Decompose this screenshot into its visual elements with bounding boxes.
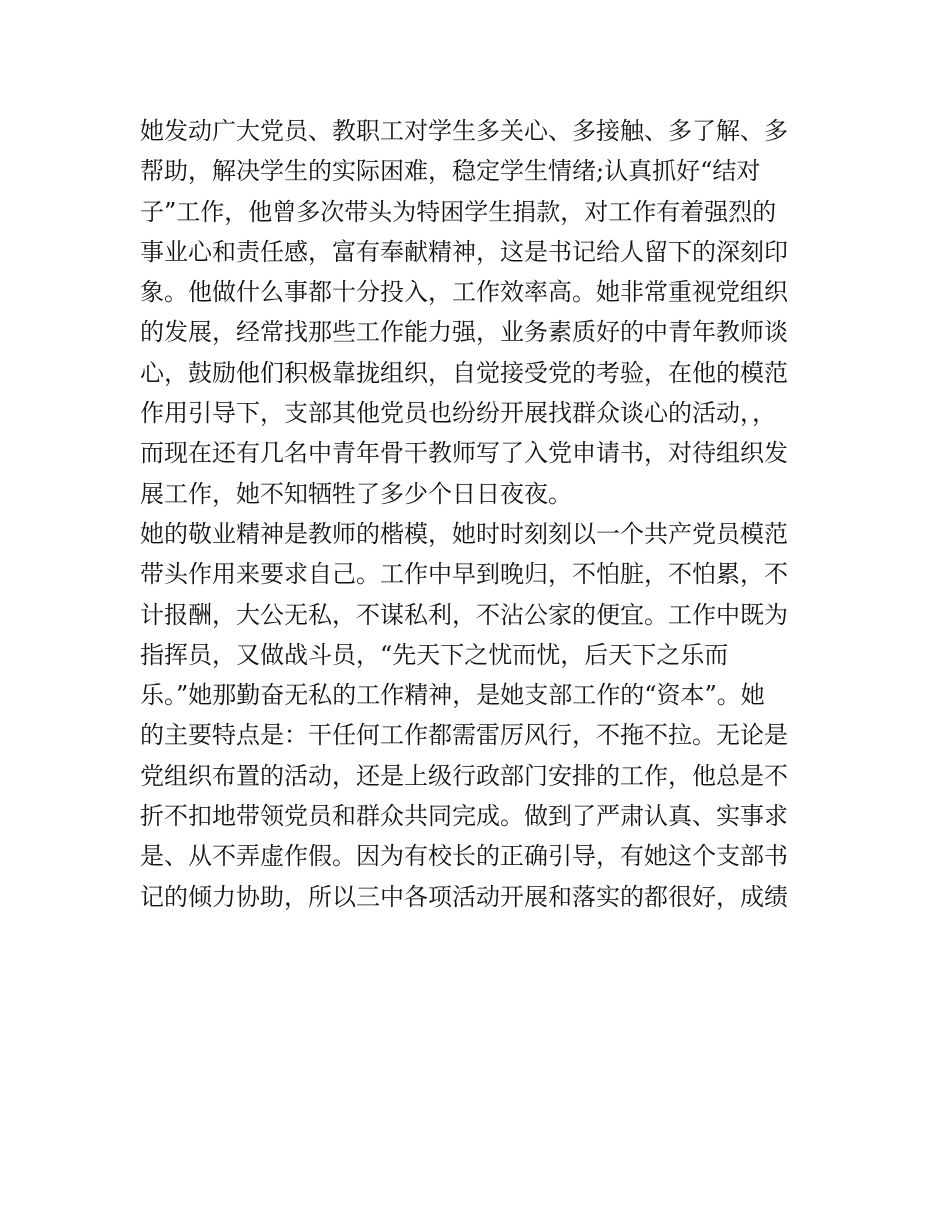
text-line: 她的敬业精神是教师的楷模，她时时刻刻以一个共产党员模范 [140,519,788,548]
text-line: 子”工作，他曾多次带头为特困学生捐款，对工作有着强烈的 [140,197,777,226]
text-line: 帮助，解决学生的实际困难，稳定学生情绪;认真抓好“结对 [140,157,761,186]
text-line: 象。他做什么事都十分投入，工作效率高。她非常重视党组织 [140,278,788,307]
text-line: 的主要特点是：干任何工作都需雷厉风行，不拖不拉。无论是 [140,721,788,750]
text-line: 乐。”她那勤奋无私的工作精神，是她支部工作的“资本”。她 [140,681,765,710]
text-line: 作用引导下，支部其他党员也纷纷开展找群众谈心的活动，， [140,399,776,428]
text-line: 计报酬，大公无私，不谋私利，不沾公家的便宜。工作中既为 [140,600,788,629]
text-line: 记的倾力协助，所以三中各项活动开展和落实的都很好，成绩 [140,882,788,911]
text-line: 展工作，她不知牺牲了多少个日日夜夜。 [140,479,572,508]
text-line: 心，鼓励他们积极靠拢组织，自觉接受党的考验，在他的模范 [140,358,788,387]
text-line: 事业心和责任感，富有奉献精神，这是书记给人留下的深刻印 [140,237,788,266]
text-line: 是、从不弄虚作假。因为有校长的正确引导，有她这个支部书 [140,842,788,871]
text-line: 党组织布置的活动，还是上级行政部门安排的工作，他总是不 [140,761,788,790]
body-text [140,111,830,917]
text-line: 而现在还有几名中青年骨干教师写了入党申请书，对待组织发 [140,439,788,468]
text-line: 折不扣地带领党员和群众共同完成。做到了严肃认真、实事求 [140,802,788,831]
text-line: 带头作用来要求自己。工作中早到晚归，不怕脏，不怕累，不 [140,560,788,589]
text-line: 的发展，经常找那些工作能力强，业务素质好的中青年教师谈 [140,318,788,347]
text-line: 指挥员，又做战斗员，“先天下之忧而忧，后天下之乐而 [140,640,729,669]
text-line: 她发动广大党员、教职工对学生多关心、多接触、多了解、多 [140,117,788,145]
